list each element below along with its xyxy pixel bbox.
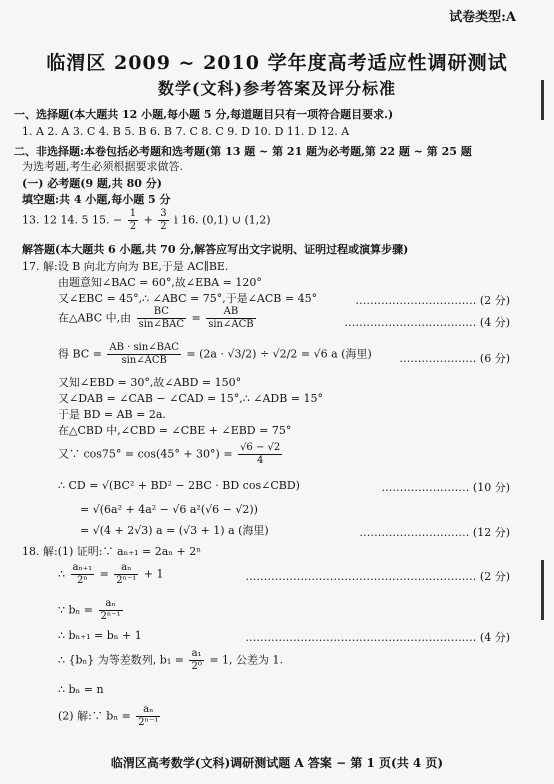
q18-line-6: ∴ bₙ = n (58, 683, 104, 696)
q18-line-7: (2) 解:∵ bₙ = $\frac{\text{aₙ}}{\text{2ⁿ⁻¹}}$ (58, 704, 159, 728)
scan-margin-mark (541, 80, 544, 120)
fill-answers-13-15: 13. 12 14. 5 15. − (22, 213, 123, 227)
score-12: ………………………… (12 分) (359, 526, 510, 539)
q17-line-3: 又∠EBC = 45°,∴ ∠ABC = 75°,于是∠ACB = 45° (58, 292, 318, 305)
q18-line-4: ∴ bₙ₊₁ = bₙ + 1 (58, 629, 142, 642)
choice-answers: 1. A 2. A 3. C 4. B 5. B 6. B 7. C 8. C 9. D 10. D 11. D 12. A (22, 125, 350, 138)
q17-line-2: 由题意知∠BAC = 60°,故∠EBA = 120° (58, 276, 262, 289)
score-4: ……………………………… (4 分) (344, 316, 510, 329)
page-footer: 临渭区高考数学(文科)调研测试题 A 答案 − 第 1 页(共 4 页) (110, 756, 444, 770)
fraction-bn-def: $\frac{\text{aₙ}}{\text{2ⁿ⁻¹}}$ (100, 598, 121, 622)
section1-heading: 一、选择题(本大题共 12 小题,每小题 5 分,每道题目只有一项符合题目要求.) (14, 108, 394, 121)
score-2b: ……………………………………………………… (2 分) (245, 570, 510, 583)
q17-line-5: 得 BC = $\frac{\text{AB · sin∠BAC}}{\text{sin∠ACB}}$ = (2a · √3/2) ÷ √2/2 = √6 a (海里) (58, 342, 372, 366)
q18-line-5: ∴ {bₙ} 为等差数列, b₁ = $\frac{\text{a₁}}{\text{2⁰}}$ = 1, 公差为 1. (58, 648, 284, 672)
q17-line-12: = √(6a² + 4a² − √6 a²(√6 − √2)) (80, 503, 258, 516)
exam-type-label: 试卷类型:A (449, 10, 516, 25)
q17-line-11: ∴ CD = √(BC² + BD² − 2BC · BD cos∠CBD) (58, 479, 300, 492)
scan-margin-mark-lower (541, 560, 544, 620)
score-4b: ……………………………………………………… (4 分) (245, 631, 510, 644)
fraction-bc-sin: $\frac{BC}{\text{sin∠BAC}}$ (138, 306, 184, 330)
q17-line-7: 又∠DAB = ∠CAB − ∠CAD = 15°,∴ ∠ADB = 15° (58, 392, 324, 405)
fraction-a1-20: $\frac{\text{a₁}}{\text{2⁰}}$ (191, 648, 202, 672)
fraction-an1-2n: $\frac{\text{aₙ₊₁}}{\text{2ⁿ}}$ (72, 562, 93, 586)
fill-answers-15-16: i 16. (0,1) ∪ (1,2) (174, 213, 271, 227)
fraction-bn-def-2: $\frac{\text{aₙ}}{\text{2ⁿ⁻¹}}$ (138, 704, 159, 728)
fraction-an-2n1: $\frac{\text{aₙ}}{\text{2ⁿ⁻¹}}$ (116, 562, 137, 586)
q17-line-9: 在△CBD 中,∠CBD = ∠CBE + ∠EBD = 75° (58, 424, 292, 437)
q17-line-8: 于是 BD = AB = 2a. (58, 408, 166, 421)
fraction-ab-sin: $\frac{AB}{\text{sin∠ACB}}$ (208, 306, 254, 330)
fraction-bc-formula: $\frac{\text{AB · sin∠BAC}}{\text{sin∠ACB}}$ (109, 342, 179, 366)
q17-line-4: 在△ABC 中,由 $\frac{BC}{\text{sin∠BAC}}$ = $\frac{AB}{\text{sin∠ACB}}$ (58, 306, 254, 330)
page-subtitle: 数学(文科)参考答案及评分标准 (157, 79, 397, 98)
solve-heading: 解答题(本大题共 6 小题,共 70 分,解答应写出文字说明、证明过程或演算步骤) (22, 243, 409, 256)
q18-line-1: 18. 解:(1) 证明:∵ aₙ₊₁ = 2aₙ + 2ⁿ (22, 545, 202, 558)
q17-line-6: 又知∠EBD = 30°,故∠ABD = 150° (58, 376, 242, 389)
fraction-root3-over-2: $\frac{3}{2}$ (160, 208, 167, 232)
q18-line-3: ∵ bₙ = $\frac{\text{aₙ}}{\text{2ⁿ⁻¹}}$ (58, 598, 121, 622)
q17-line-13: = √(4 + 2√3) a = (√3 + 1) a (海里) (80, 524, 269, 537)
q18-line-2: ∴ $\frac{\text{aₙ₊₁}}{\text{2ⁿ}}$ = $\frac{\text{aₙ}}{\text{2ⁿ⁻¹}}$ + 1 (58, 562, 164, 586)
required-part-heading: (一) 必考题(9 题,共 80 分) (22, 177, 162, 190)
q17-line-10: 又∵ cos75° = cos(45° + 30°) = $\frac{√6 - √2}{4}$ (58, 442, 281, 466)
score-6: ………………… (6 分) (399, 352, 510, 365)
page-title: 临渭区 2009 ~ 2010 学年度高考适应性调研测试 (46, 52, 508, 74)
fraction-one-half: $\frac{1}{2}$ (129, 208, 137, 232)
section2-heading: 二、非选择题:本卷包括必考题和选考题(第 13 题 ~ 第 21 题为必考题,第 22 题 ~ 第 25 题 (14, 145, 472, 158)
section2-heading-cont: 为选考题,考生必须根据要求做答. (22, 160, 183, 173)
fraction-cos75: $\frac{√6 - √2}{4}$ (240, 442, 281, 466)
score-2: …………………………… (2 分) (355, 294, 510, 307)
q17-line-1: 17. 解:设 B 向北方向为 BE,于是 AC∥BE. (22, 260, 229, 273)
fill-blank-answers: 13. 12 14. 5 15. − $\frac{1}{2}$ + $\frac{3}{2}$ i 16. (0,1) ∪ (1,2) (22, 208, 271, 232)
score-10: …………………… (10 分) (381, 481, 510, 494)
fill-blank-heading: 填空题:共 4 小题,每小题 5 分 (22, 193, 171, 206)
